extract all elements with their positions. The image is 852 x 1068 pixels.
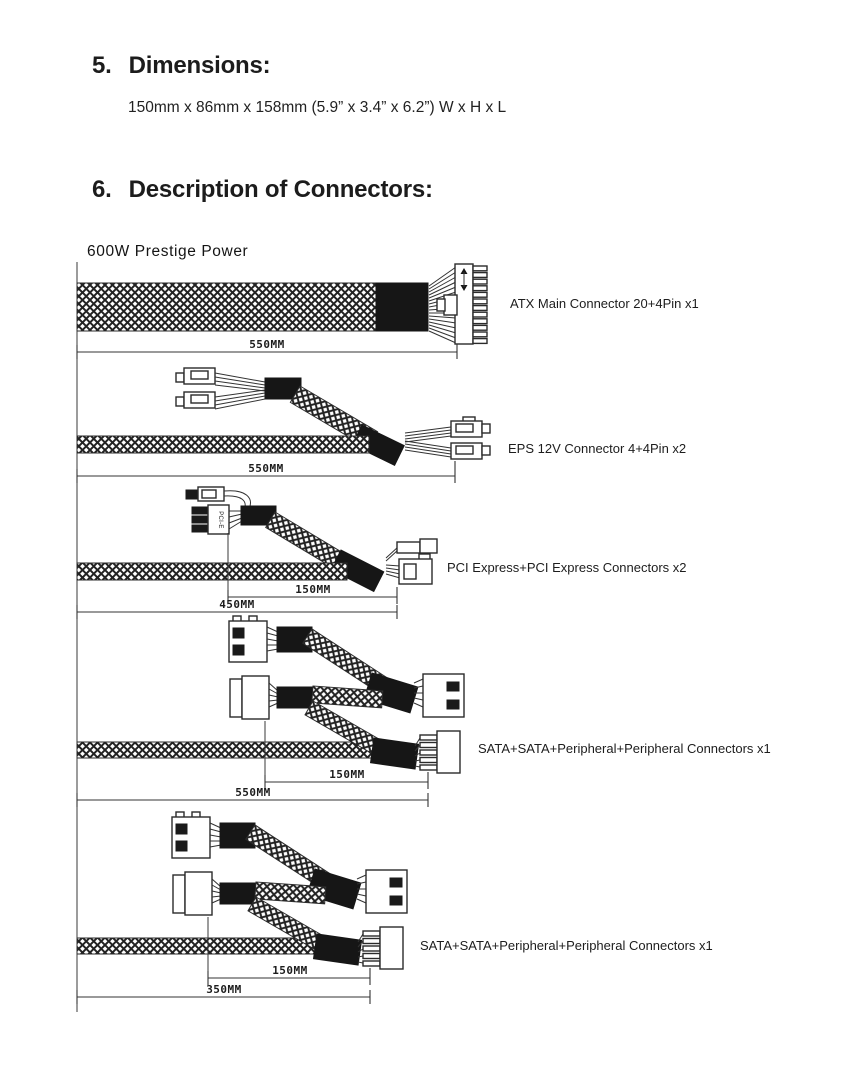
dim-label: 350MM bbox=[206, 983, 242, 996]
braided-sleeve bbox=[77, 938, 324, 954]
wire-fan bbox=[405, 427, 451, 457]
section-5-number: 5. bbox=[92, 52, 112, 79]
cable-atx bbox=[77, 264, 699, 359]
cable-sata-550 bbox=[77, 616, 771, 807]
cable-sata-350 bbox=[77, 812, 713, 1004]
dim-label: 550MM bbox=[249, 338, 285, 351]
dim-label: 150MM bbox=[272, 964, 308, 977]
heatshrink-band bbox=[376, 283, 428, 331]
braided-sleeve bbox=[77, 742, 379, 758]
braided-sleeve bbox=[77, 563, 347, 580]
dim-label: 150MM bbox=[329, 768, 365, 781]
cable-pcie bbox=[77, 487, 687, 619]
wire-fan bbox=[229, 511, 242, 529]
dim-label: 550MM bbox=[248, 462, 284, 475]
pcie-marking: PCI-E bbox=[217, 511, 223, 529]
wire-fan bbox=[215, 373, 265, 409]
cable-label-atx: ATX Main Connector 20+4Pin x1 bbox=[510, 296, 699, 311]
cable-label-eps: EPS 12V Connector 4+4Pin x2 bbox=[508, 441, 687, 456]
pcie-2pin-plug bbox=[420, 539, 437, 553]
diagram-title: 600W Prestige Power bbox=[87, 243, 249, 260]
cable-label-pcie: PCI Express+PCI Express Connectors x2 bbox=[447, 560, 687, 575]
latch-clip bbox=[444, 295, 457, 315]
section-5-title: Dimensions: bbox=[128, 52, 271, 79]
dim-label: 150MM bbox=[295, 583, 331, 596]
braided-sleeve bbox=[77, 283, 377, 331]
section-6-title: Description of Connectors: bbox=[128, 176, 433, 203]
cable-label-sata-350: SATA+SATA+Peripheral+Peripheral Connectors x1 bbox=[420, 938, 713, 953]
cable-eps bbox=[77, 368, 686, 483]
cable-label-sata-550: SATA+SATA+Peripheral+Peripheral Connectors x1 bbox=[478, 741, 771, 756]
dim-label: 450MM bbox=[219, 598, 255, 611]
braided-sleeve bbox=[77, 436, 369, 453]
dimensions-text: 150mm x 86mm x 158mm (5.9” x 3.4” x 6.2”) W x H x L bbox=[128, 99, 507, 116]
section-6-number: 6. bbox=[92, 176, 112, 203]
dim-label: 550MM bbox=[235, 786, 271, 799]
